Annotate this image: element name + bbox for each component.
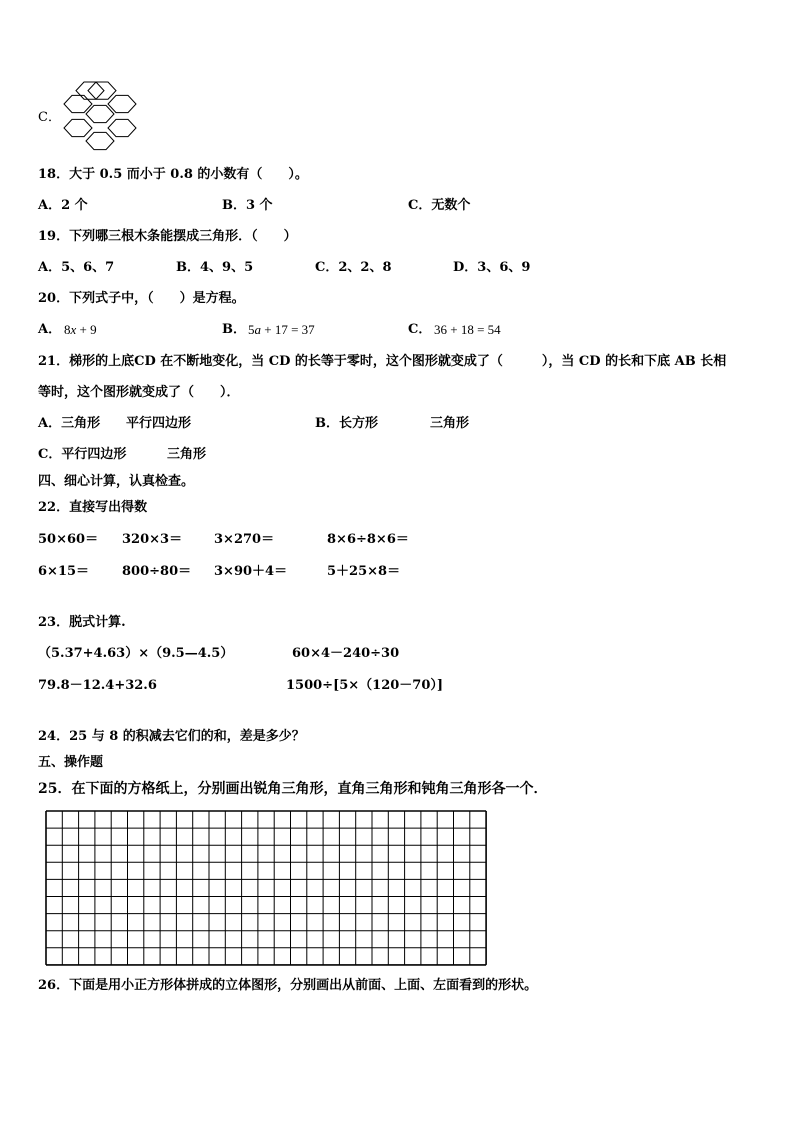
q22-item: 5＋25×8＝: [327, 564, 401, 579]
q18-option-b: B．3 个: [222, 198, 273, 213]
q23-item: 79.8－12.4+32.6: [38, 678, 157, 693]
q20-option-c-label: C．: [408, 322, 432, 337]
q19-option-b: B．4、9、5: [176, 260, 254, 275]
section-5-title: 五、操作题: [38, 755, 104, 770]
q20-option-b-label: B．: [222, 322, 246, 337]
section-4-title: 四、细心计算，认真检查。: [38, 474, 195, 489]
q21-option-c-second: 三角形: [167, 447, 207, 462]
q25-stem: 25．在下面的方格纸上，分别画出锐角三角形，直角三角形和钝角三角形各一个．: [38, 781, 548, 797]
q18-stem: 18．大于 0.5 而小于 0.8 的小数有（ ）。: [38, 167, 308, 182]
q24-stem: 24．25 与 8 的积减去它们的和，差是多少？: [38, 729, 305, 744]
q20-option-c-expr: 36 + 18 = 54: [434, 322, 501, 337]
q21-stem-line2: 等时，这个图形就变成了（ ）．: [38, 385, 240, 400]
q21-option-c-label: C．平行四边形: [38, 447, 127, 462]
q22-item: 6×15＝: [38, 564, 90, 579]
graph-paper-grid[interactable]: [45, 810, 487, 966]
q22-item: 3×270＝: [214, 532, 275, 547]
q22-item: 8×6÷8×6＝: [327, 532, 409, 547]
hexagon-cluster-figure: [60, 78, 140, 160]
q21-stem-line1: 21．梯形的上底CD 在不断地变化，当 CD 的长等于零时，这个图形就变成了（ ），当 CD 的长和下底 AB 长相: [38, 354, 727, 369]
q19-option-a: A．5、6、7: [38, 260, 115, 275]
q22-stem: 22．直接写出得数: [38, 500, 148, 515]
q19-option-c: C．2、2、8: [315, 260, 392, 275]
q20-option-a-label: A．: [38, 322, 62, 337]
q22-item: 3×90＋4＝: [214, 564, 288, 579]
q20-option-b-expr: 5a + 17 = 37: [248, 322, 315, 337]
q21-option-b-label: B．长方形: [315, 416, 378, 431]
q23-item: （5.37+4.63）×（9.5—4.5）: [38, 646, 234, 661]
q21-option-a-second: 平行四边形: [126, 416, 192, 431]
q23-item: 60×4－240÷30: [292, 646, 400, 661]
q19-stem: 19．下列哪三根木条能摆成三角形．（ ）: [38, 229, 297, 244]
q18-option-a: A．2 个: [38, 198, 88, 213]
q26-stem: 26．下面是用小正方形体拼成的立体图形，分别画出从前面、上面、左面看到的形状。: [38, 978, 538, 993]
q20-option-a-expr: 8x + 9: [64, 322, 97, 337]
q22-item: 50×60＝: [38, 532, 99, 547]
q23-stem: 23．脱式计算.: [38, 615, 126, 630]
q17-option-c-label: C．: [38, 110, 61, 125]
q20-stem: 20．下列式子中，（ ）是方程。: [38, 291, 245, 306]
q22-item: 800÷80＝: [122, 564, 192, 579]
q23-item: 1500÷[5×（120－70）]: [286, 678, 444, 693]
q21-option-b-second: 三角形: [430, 416, 470, 431]
q19-option-d: D．3、6、9: [453, 260, 531, 275]
q21-option-a-label: A．三角形: [38, 416, 101, 431]
q22-item: 320×3＝: [122, 532, 183, 547]
q18-option-c: C．无数个: [408, 198, 471, 213]
